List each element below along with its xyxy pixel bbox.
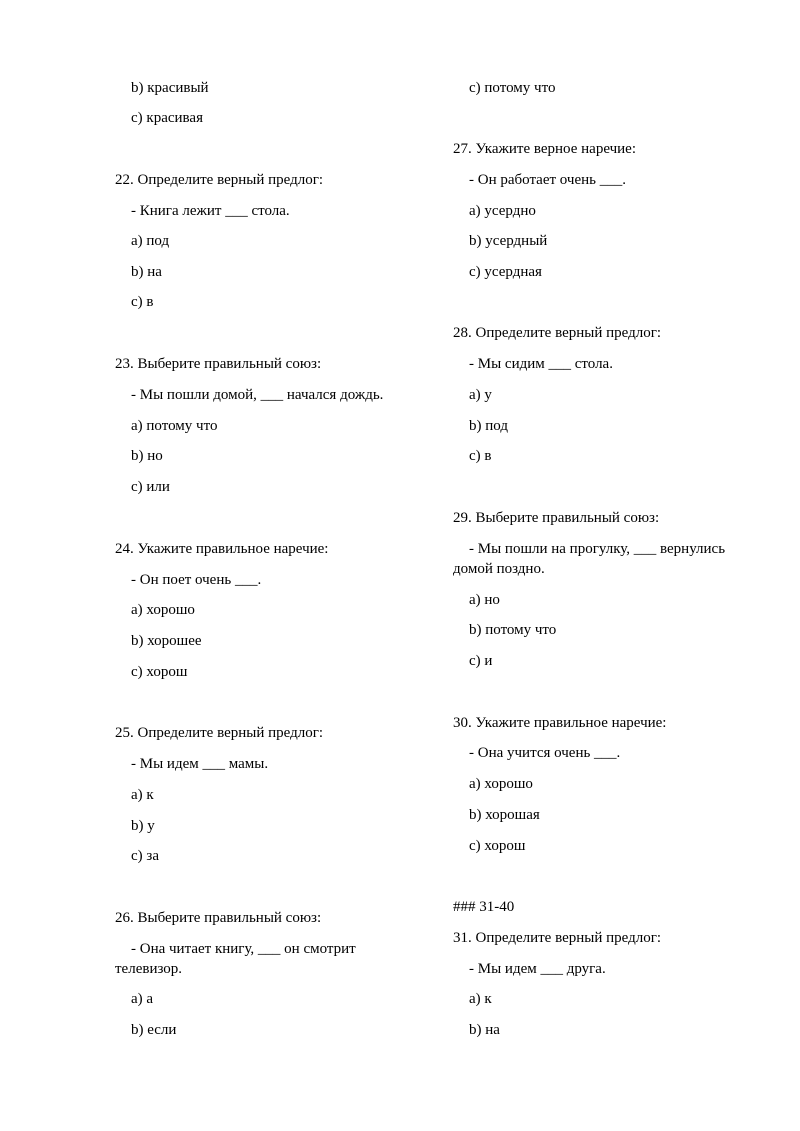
option-text: b) на bbox=[131, 264, 162, 280]
option-text: b) но bbox=[131, 448, 163, 464]
option-text: b) потому что bbox=[469, 622, 557, 638]
question-sentence: - Он работает очень ___. bbox=[469, 172, 626, 188]
section-heading: ### 31-40 bbox=[453, 899, 515, 915]
option-text: a) хорошо bbox=[469, 776, 533, 792]
option-text: a) к bbox=[131, 787, 154, 803]
option-text: c) или bbox=[131, 479, 170, 495]
question-sentence: - Мы пошли на прогулку, ___ вернулись домой поздно. bbox=[453, 541, 726, 577]
option-text: a) под bbox=[131, 233, 170, 249]
question-sentence: - Книга лежит ___ стола. bbox=[131, 203, 290, 219]
question-sentence: - Он поет очень ___. bbox=[131, 572, 262, 588]
question-sentence: - Мы пошли домой, ___ начался дождь. bbox=[131, 387, 384, 403]
option-text: c) в bbox=[131, 294, 154, 310]
option-text: b) хорошее bbox=[131, 633, 202, 649]
option-text: b) хорошая bbox=[469, 807, 540, 823]
option-text: c) хорош bbox=[469, 838, 526, 854]
option-text: a) хорошо bbox=[131, 602, 195, 618]
option-text: a) к bbox=[469, 991, 492, 1007]
question-heading: 26. Выберите правильный союз: bbox=[115, 910, 322, 926]
option-text: c) хорош bbox=[131, 664, 188, 680]
option-text: a) усердно bbox=[469, 203, 536, 219]
question-heading: 28. Определите верный предлог: bbox=[453, 325, 662, 341]
option-text: b) если bbox=[131, 1022, 177, 1038]
option-text: c) в bbox=[469, 448, 492, 464]
option-text: c) усердная bbox=[469, 264, 542, 280]
option-text: b) на bbox=[469, 1022, 500, 1038]
question-sentence: - Мы сидим ___ стола. bbox=[469, 356, 613, 372]
option-text: c) за bbox=[131, 848, 159, 864]
option-text: b) под bbox=[469, 418, 508, 434]
option-text: b) красивый bbox=[131, 80, 209, 96]
option-text: a) потому что bbox=[131, 418, 218, 434]
question-heading: 25. Определите верный предлог: bbox=[115, 725, 324, 741]
question-sentence: - Она читает книгу, ___ он смотрит телевизор. bbox=[115, 941, 356, 977]
question-heading: 31. Определите верный предлог: bbox=[453, 930, 662, 946]
option-text: b) у bbox=[131, 818, 155, 834]
question-heading: 27. Укажите верное наречие: bbox=[453, 141, 637, 157]
option-text: a) а bbox=[131, 991, 154, 1007]
question-sentence: - Мы идем ___ мамы. bbox=[131, 756, 269, 772]
question-sentence: - Мы идем ___ друга. bbox=[469, 961, 606, 977]
question-heading: 24. Укажите правильное наречие: bbox=[115, 541, 329, 557]
question-heading: 22. Определите верный предлог: bbox=[115, 172, 324, 188]
option-text: c) потому что bbox=[469, 80, 556, 96]
question-heading: 23. Выберите правильный союз: bbox=[115, 356, 322, 372]
option-text: a) но bbox=[469, 592, 500, 608]
question-sentence: - Она учится очень ___. bbox=[469, 745, 621, 761]
option-text: c) и bbox=[469, 653, 493, 669]
option-text: a) у bbox=[469, 387, 492, 403]
question-heading: 30. Укажите правильное наречие: bbox=[453, 715, 667, 731]
option-text: c) красивая bbox=[131, 110, 203, 126]
option-text: b) усердный bbox=[469, 233, 548, 249]
question-heading: 29. Выберите правильный союз: bbox=[453, 510, 660, 526]
